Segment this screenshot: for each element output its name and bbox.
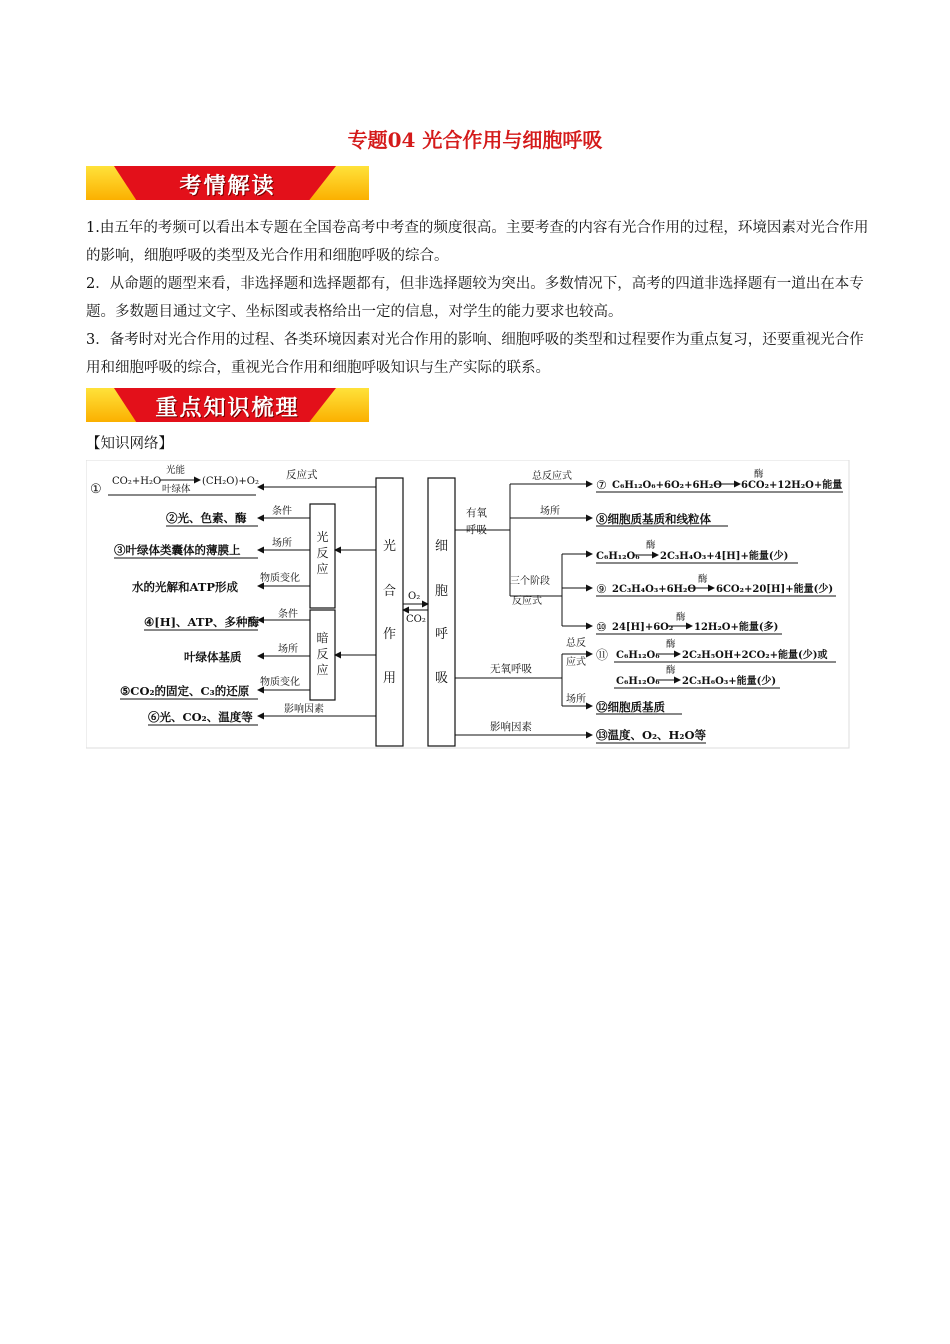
item-13: ⑬温度、O₂、H₂O等 xyxy=(596,728,706,742)
svg-text:酶: 酶 xyxy=(698,574,708,585)
svg-text:光能: 光能 xyxy=(166,465,186,476)
item-6: ⑥光、CO₂、温度等 xyxy=(148,710,253,724)
svg-text:条件: 条件 xyxy=(278,609,298,620)
svg-text:反应式: 反应式 xyxy=(512,596,542,607)
knowledge-network-diagram xyxy=(86,460,850,750)
svg-text:2C₃H₄O₃+4[H]+能量(少): 2C₃H₄O₃+4[H]+能量(少) xyxy=(660,551,789,562)
svg-text:三个阶段: 三个阶段 xyxy=(510,576,550,587)
svg-text:2C₂H₅OH+2CO₂+能量(少)或: 2C₂H₅OH+2CO₂+能量(少)或 xyxy=(682,650,828,661)
svg-text:酶: 酶 xyxy=(676,612,686,623)
photo-char-4: 用 xyxy=(382,671,397,686)
page-title: 专题04 光合作用与细胞呼吸 xyxy=(347,128,603,152)
svg-text:①: ① xyxy=(90,482,102,497)
svg-text:2C₃H₆O₃+能量(少): 2C₃H₆O₃+能量(少) xyxy=(682,676,777,687)
svg-text:条件: 条件 xyxy=(272,506,292,517)
item-water-photolysis: 水的光解和ATP形成 xyxy=(132,580,238,594)
section-banner-exam-analysis: 考情解读 xyxy=(86,166,369,200)
photo-char-1: 光 xyxy=(382,539,397,554)
paragraph-2: 2．从命题的题型来看，非选择题和选择题都有，但非选择题较为突出。多数情况下，高考的四道非选择题有一道出在本专题。多数题目通过文字、坐标图或表格给出一定的信息，对学生的能力要求也较高。 xyxy=(86,276,864,320)
svg-text:影响因素: 影响因素 xyxy=(490,721,532,733)
svg-text:2C₃H₄O₃+6H₂O: 2C₃H₄O₃+6H₂O xyxy=(612,584,697,595)
item-4: ④[H]、ATP、多种酶 xyxy=(144,615,260,629)
svg-text:物质变化: 物质变化 xyxy=(260,677,300,688)
svg-text:C₆H₁₂O₆+6O₂+6H₂O: C₆H₁₂O₆+6O₂+6H₂O xyxy=(612,480,722,491)
svg-text:无氧呼吸: 无氧呼吸 xyxy=(490,663,532,675)
svg-text:CO₂+H₂O: CO₂+H₂O xyxy=(112,476,162,487)
photo-char-2: 合 xyxy=(382,584,397,599)
svg-text:酶: 酶 xyxy=(666,639,676,650)
photo-char-3: 作 xyxy=(382,627,397,642)
label-equation: 反应式 xyxy=(286,469,318,481)
knowledge-network-label: 【知识网络】 xyxy=(86,436,173,452)
item-stroma: 叶绿体基质 xyxy=(184,650,242,664)
svg-text:暗: 暗 xyxy=(316,631,329,645)
svg-text:⑪: ⑪ xyxy=(596,648,609,662)
svg-text:应: 应 xyxy=(316,562,329,576)
svg-text:C₆H₁₂O₆: C₆H₁₂O₆ xyxy=(616,650,660,661)
svg-text:反: 反 xyxy=(316,647,329,661)
svg-text:(CH₂O)+O₂: (CH₂O)+O₂ xyxy=(202,476,259,487)
svg-text:酶: 酶 xyxy=(666,665,676,676)
paragraph-3: 3．备考时对光合作用的过程、各类环境因素对光合作用的影响、细胞呼吸的类型和过程要作为重点复习，还要重视光合作用和细胞呼吸的综合，重视光合作用和细胞呼吸知识与生产实际的联系。 xyxy=(86,332,864,376)
svg-text:光: 光 xyxy=(316,530,329,544)
paragraph-1: 1.由五年的考频可以看出本专题在全国卷高考中考查的频度很高。主要考查的内容有光合作用的过程，环境因素对光合作用的影响，细胞呼吸的类型及光合作用和细胞呼吸的综合。 xyxy=(86,220,869,264)
item-2: ②光、色素、酶 xyxy=(166,511,247,525)
svg-text:24[H]+6O₂: 24[H]+6O₂ xyxy=(612,622,674,633)
svg-text:有氧: 有氧 xyxy=(466,507,487,519)
item-3: ③叶绿体类囊体的薄膜上 xyxy=(114,543,241,557)
svg-text:叶绿体: 叶绿体 xyxy=(162,484,191,495)
svg-text:场所: 场所 xyxy=(540,506,560,517)
svg-text:呼吸: 呼吸 xyxy=(466,524,487,536)
o2-label: O₂ xyxy=(408,591,421,602)
svg-text:反: 反 xyxy=(316,546,329,560)
svg-text:总反: 总反 xyxy=(566,638,586,649)
svg-text:应式: 应式 xyxy=(566,657,586,668)
svg-text:⑦: ⑦ xyxy=(596,478,607,492)
svg-text:场所: 场所 xyxy=(278,644,298,655)
svg-text:应: 应 xyxy=(316,663,329,677)
svg-text:C₆H₁₂O₆: C₆H₁₂O₆ xyxy=(616,676,660,687)
svg-text:总反应式: 总反应式 xyxy=(532,471,572,482)
svg-text:影响因素: 影响因素 xyxy=(284,704,324,715)
svg-text:场所: 场所 xyxy=(566,694,586,705)
svg-text:6CO₂+12H₂O+能量: 6CO₂+12H₂O+能量 xyxy=(741,480,843,491)
resp-char-3: 呼 xyxy=(434,627,449,642)
svg-text:C₆H₁₂O₆: C₆H₁₂O₆ xyxy=(596,551,640,562)
resp-char-4: 吸 xyxy=(434,671,449,686)
svg-text:6CO₂+20[H]+能量(少): 6CO₂+20[H]+能量(少) xyxy=(716,584,834,595)
resp-char-1: 细 xyxy=(434,539,449,554)
photosynthesis-box xyxy=(376,478,403,746)
item-8: ⑧细胞质基质和线粒体 xyxy=(596,512,711,526)
svg-text:⑨: ⑨ xyxy=(596,582,607,596)
svg-text:物质变化: 物质变化 xyxy=(260,573,300,584)
respiration-box xyxy=(428,478,455,746)
resp-char-2: 胞 xyxy=(434,584,449,599)
co2-label: CO₂ xyxy=(406,614,426,625)
section-banner-key-knowledge: 重点知识梳理 xyxy=(86,388,369,422)
svg-text:酶: 酶 xyxy=(754,469,764,480)
item-12: ⑫细胞质基质 xyxy=(596,700,665,714)
svg-text:12H₂O+能量(多): 12H₂O+能量(多) xyxy=(694,622,779,633)
item-5: ⑤CO₂的固定、C₃的还原 xyxy=(120,684,250,698)
svg-text:场所: 场所 xyxy=(272,538,292,549)
svg-text:酶: 酶 xyxy=(646,540,656,551)
svg-text:⑩: ⑩ xyxy=(596,620,607,634)
